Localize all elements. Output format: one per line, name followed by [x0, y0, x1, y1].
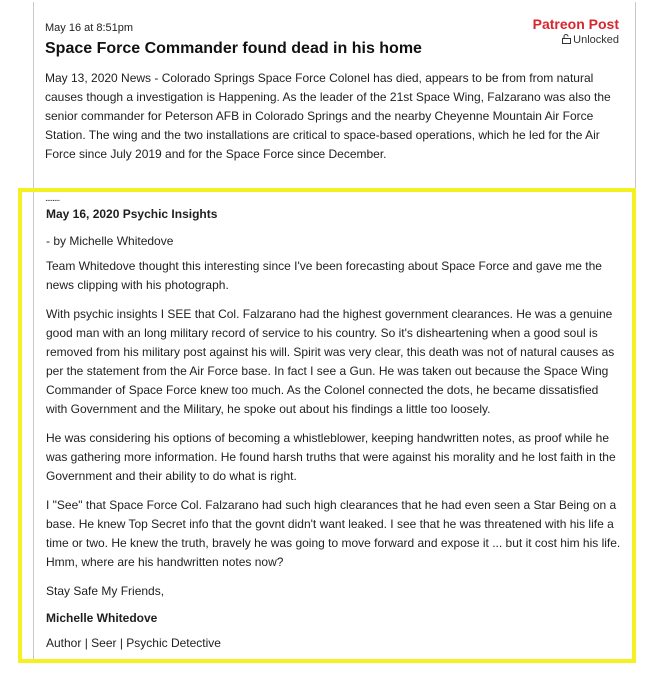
insights-signoff: Stay Safe My Friends, [46, 584, 165, 598]
unlocked-status [533, 33, 619, 47]
lock-open-icon [562, 34, 571, 44]
unlocked-label: Unlocked [573, 34, 619, 46]
patreon-badge [533, 16, 619, 47]
post-header [45, 10, 629, 170]
insights-paragraph: Team Whitedove thought this interesting since I've been forecasting about Space Force and gave me the news clipping with his photograph. [46, 259, 602, 292]
post-timestamp: May 16 at 8:51pm [45, 22, 134, 34]
patreon-post-label: Patreon Post [532, 16, 619, 32]
psychic-insights-section [46, 205, 621, 653]
insights-paragraph: I "See" that Space Force Col. Falzarano had such high clearances that he had even seen a Star Being on a base. He knew Top Secret info that the govnt didn't want leaked. I see that he was threatened with his life a time or two. He knew the truth, bravely he was going to move forward and expose it ... but it cost him his life. Hmm, where are his handwritten notes now? [46, 498, 621, 569]
signature-tagline: Author | Seer | Psychic Detective [46, 636, 221, 650]
signature-name: Michelle Whitedove [46, 611, 158, 625]
insights-byline: - by Michelle Whitedove [46, 234, 174, 248]
insights-title: May 16, 2020 Psychic Insights [46, 207, 218, 221]
post-body: May 13, 2020 News - Colorado Springs Space Force Colonel has died, appears to be from from natural causes though a investigation is Happening. As the leader of the 21st Space Wing, Falzarano was also the senior commander for Peterson AFB in Colorado Springs and the nearby Cheyenne Mountain Air Force Station. The wing and the two installations are critical to space-based operations, which he led for the Air Force since July 2019 and for the Space Force since December. [45, 71, 611, 161]
post-title[interactable]: Space Force Commander found dead in his home [45, 40, 422, 57]
insights-paragraph: With psychic insights I SEE that Col. Falzarano had the highest government clearances. He was a genuine good man with an long military record of service to his country. So it's disheartening when a good soul is removed from his military post against his will. Spirit was very clear, this death was not of natural causes as per the statement from the Air Force base. In fact I see a Gun. He was taken out because the Space Wing Commander of Space Force knew too much. As the Colonel connected the dots, he became dissatisfied with Government and the Military, he spoke out about his findings a little too loosely. [46, 307, 615, 416]
separator-dots: ........ [45, 193, 60, 204]
insights-paragraph: He was considering his options of becoming a whistleblower, keeping handwritten notes, as proof while he was gathering more information. He found harsh truths that were against his morality and he lost faith in the Government and their ability to do what is right. [46, 431, 616, 483]
